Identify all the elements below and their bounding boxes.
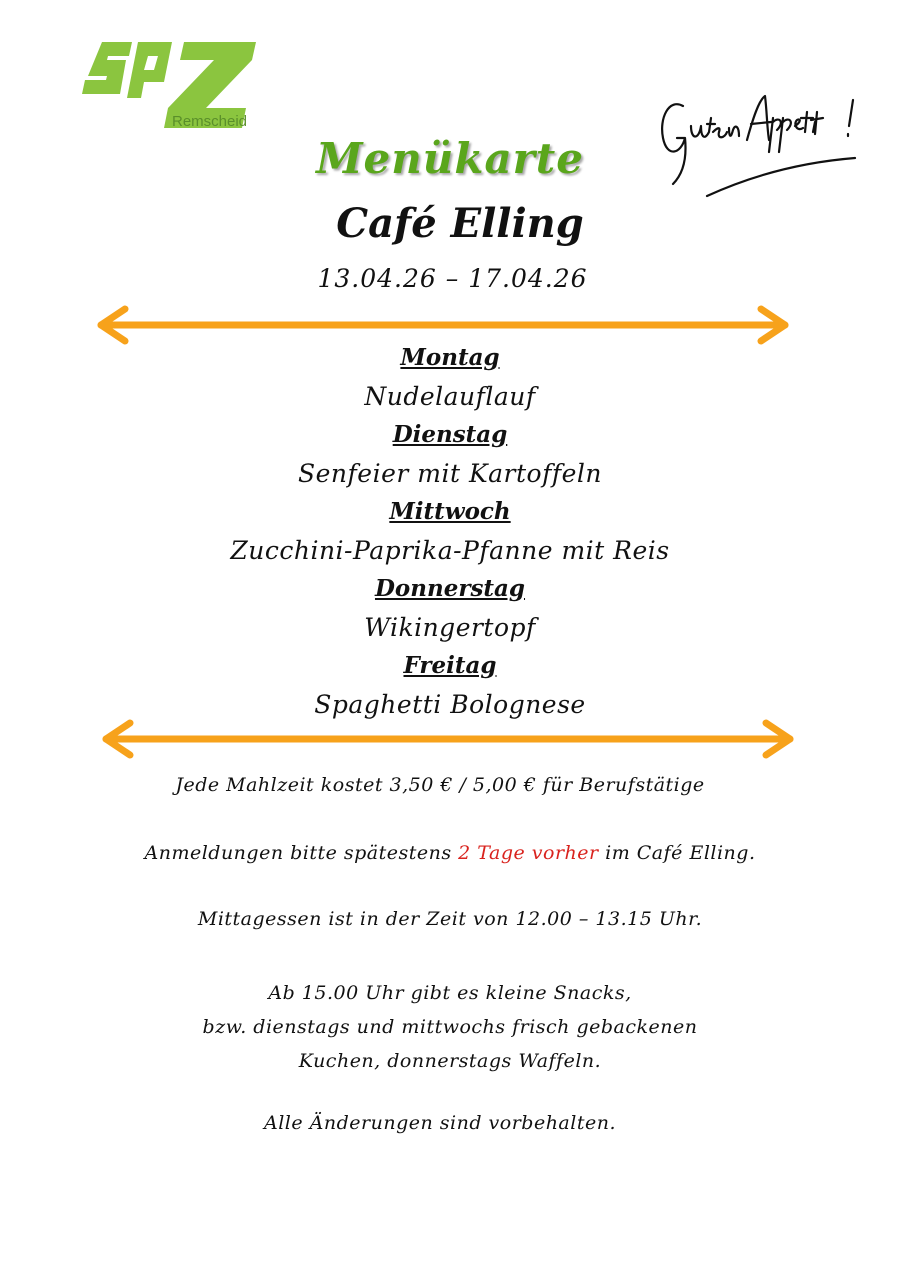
day-label: Freitag <box>403 652 497 679</box>
registration-text-after: im Café Elling. <box>598 842 756 864</box>
cafe-name: Café Elling <box>336 200 584 247</box>
day-label: Dienstag <box>392 421 508 448</box>
dish-name: Senfeier mit Kartoffeln <box>298 459 602 488</box>
disclaimer: Alle Änderungen sind vorbehalten. <box>264 1112 616 1134</box>
snacks-line: Ab 15.00 Uhr gibt es kleine Snacks, <box>268 982 632 1004</box>
menu-day-monday <box>0 340 900 417</box>
double-arrow-divider-top <box>95 305 795 345</box>
menu-day-friday <box>0 648 900 725</box>
dish-name: Wikingertopf <box>364 613 536 642</box>
dish-name: Zucchini-Paprika-Pfanne mit Reis <box>230 536 670 565</box>
menu-day-thursday <box>0 571 900 648</box>
menu-day-tuesday <box>0 417 900 494</box>
double-arrow-divider-bottom <box>100 719 800 759</box>
menu-day-wednesday <box>0 494 900 571</box>
registration-text-before: Anmeldungen bitte spätestens <box>144 842 459 864</box>
day-label: Mittwoch <box>389 498 511 525</box>
lunch-time-info: Mittagessen ist in der Zeit von 12.00 – 13.15 Uhr. <box>197 908 703 930</box>
dish-name: Spaghetti Bolognese <box>314 690 586 719</box>
price-info: Jede Mahlzeit kostet 3,50 € / 5,00 € für Berufstätige <box>175 774 705 796</box>
weekly-menu <box>0 340 900 725</box>
registration-info <box>0 842 900 864</box>
snacks-line: bzw. dienstags und mittwochs frisch gebackenen <box>202 1016 698 1038</box>
menu-title: Menükarte <box>316 134 584 183</box>
dish-name: Nudelauflauf <box>364 382 536 411</box>
day-label: Montag <box>400 344 500 371</box>
spz-logo <box>80 36 260 132</box>
day-label: Donnerstag <box>374 575 526 602</box>
registration-deadline-highlight: 2 Tage vorher <box>458 842 599 864</box>
logo-location-text: Remscheid <box>172 113 248 130</box>
snacks-line: Kuchen, donnerstags Waffeln. <box>298 1050 602 1072</box>
snacks-info <box>0 976 900 1078</box>
date-range: 13.04.26 – 17.04.26 <box>317 264 588 293</box>
